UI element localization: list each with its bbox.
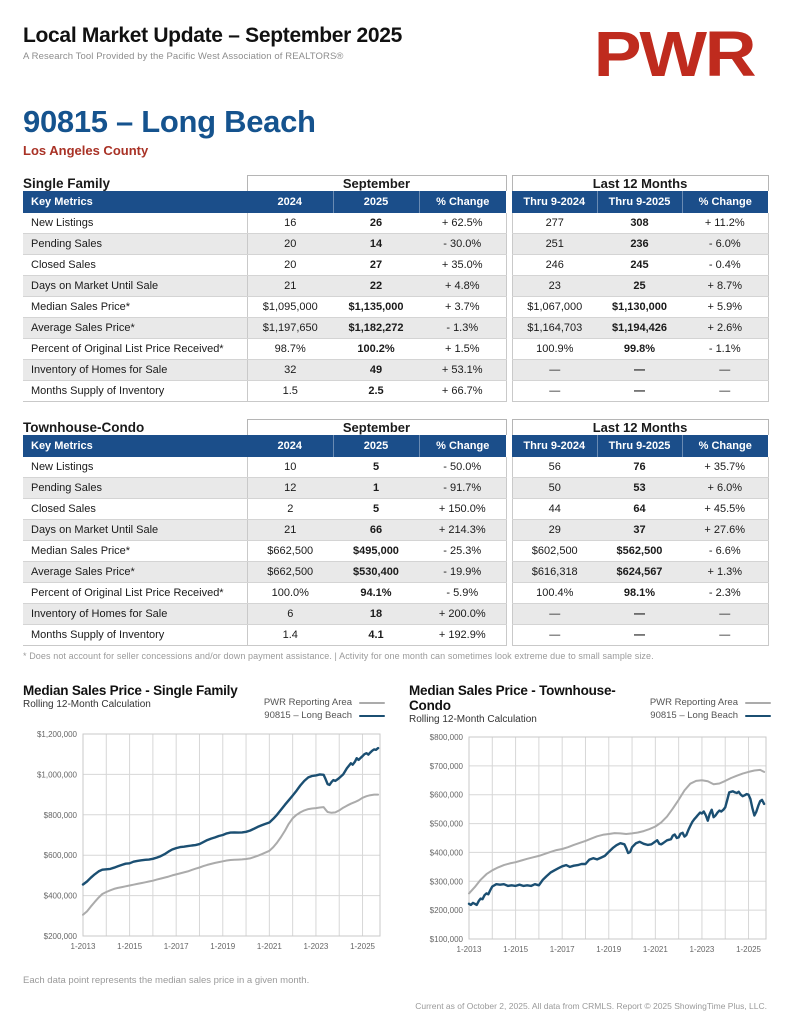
x-tick-label: 1-2025 (736, 945, 761, 955)
metric-value: — (512, 625, 597, 646)
metric-value: $1,164,703 (512, 318, 597, 339)
y-tick-label: $1,000,000 (36, 770, 77, 780)
metric-value: + 45.5% (682, 499, 768, 520)
metrics-table (23, 175, 769, 402)
metric-label: Inventory of Homes for Sale (23, 604, 247, 625)
metric-value: 44 (512, 499, 597, 520)
metric-value: 49 (333, 360, 419, 381)
metric-value: 64 (597, 499, 682, 520)
y-tick-label: $1,200,000 (36, 730, 77, 740)
metric-label: Average Sales Price* (23, 318, 247, 339)
plot-border (83, 734, 380, 936)
metric-value: - 19.9% (419, 562, 506, 583)
metric-value: - 50.0% (419, 457, 506, 478)
metric-value: - 2.3% (682, 583, 768, 604)
legend-label: 90815 – Long Beach (650, 710, 738, 722)
legend-label: PWR Reporting Area (263, 697, 352, 709)
townhouse-condo-table-container (23, 419, 768, 646)
table-row (23, 360, 768, 381)
group-header-september: September (247, 176, 506, 192)
report-header (23, 18, 768, 90)
metric-value: 2 (247, 499, 333, 520)
metric-value: + 27.6% (682, 520, 768, 541)
y-tick-label: $800,000 (43, 811, 77, 821)
metric-value: 25 (597, 276, 682, 297)
metric-value: 29 (512, 520, 597, 541)
table-row (23, 339, 768, 360)
x-tick-label: 1-2017 (163, 942, 189, 952)
x-tick-label: 1-2017 (549, 945, 575, 955)
x-tick-label: 1-2015 (117, 942, 143, 952)
metric-label: New Listings (23, 213, 247, 234)
metric-label: New Listings (23, 457, 247, 478)
table-title: Townhouse-Condo (23, 420, 145, 436)
metric-value: - 6.0% (682, 234, 768, 255)
metric-value: 76 (597, 457, 682, 478)
legend-entry (264, 696, 385, 709)
metric-label: Closed Sales (23, 499, 247, 520)
line-chart-townhouse-condo (409, 729, 771, 961)
y-tick-label: $600,000 (43, 851, 77, 861)
metric-value: + 150.0% (419, 499, 506, 520)
x-tick-label: 1-2021 (256, 942, 282, 952)
table-row (23, 541, 768, 562)
x-tick-label: 1-2013 (456, 945, 482, 955)
chart-subtitle: Rolling 12-Month Calculation (23, 699, 151, 711)
legend-label: PWR Reporting Area (649, 697, 738, 709)
single-family-table-container (23, 175, 768, 402)
y-tick-label: $400,000 (429, 848, 463, 858)
metric-value: + 1.5% (419, 339, 506, 360)
legend-entry (650, 709, 771, 722)
metric-label: Average Sales Price* (23, 562, 247, 583)
table-row (23, 381, 768, 402)
metric-value: 246 (512, 255, 597, 276)
metric-value: + 4.8% (419, 276, 506, 297)
metric-value: $1,182,272 (333, 318, 419, 339)
metric-value: 21 (247, 520, 333, 541)
metric-value: — (682, 604, 768, 625)
metric-value: — (512, 604, 597, 625)
metric-value: 10 (247, 457, 333, 478)
column-header: % Change (682, 435, 768, 457)
group-header-september: September (247, 420, 506, 436)
metric-label: Percent of Original List Price Received* (23, 583, 247, 604)
metric-value: 56 (512, 457, 597, 478)
table-row (23, 520, 768, 541)
legend-line-swatch (745, 715, 771, 717)
metric-value: + 35.7% (682, 457, 768, 478)
table-row (23, 297, 768, 318)
metric-value: 12 (247, 478, 333, 499)
chart-legend (264, 696, 385, 722)
metric-value: - 25.3% (419, 541, 506, 562)
metric-label: Pending Sales (23, 234, 247, 255)
metric-value: 99.8% (597, 339, 682, 360)
metric-value: $1,194,426 (597, 318, 682, 339)
metric-label: Median Sales Price* (23, 541, 247, 562)
metric-value: 27 (333, 255, 419, 276)
x-tick-label: 1-2021 (642, 945, 668, 955)
legend-entry (264, 709, 385, 722)
column-header: 2024 (247, 191, 333, 213)
metric-value: 100.9% (512, 339, 597, 360)
column-header: Thru 9-2025 (597, 435, 682, 457)
metric-value: 14 (333, 234, 419, 255)
metric-value: $1,135,000 (333, 297, 419, 318)
table-row (23, 499, 768, 520)
table-row (23, 583, 768, 604)
charts-section (23, 683, 768, 961)
chart-single-family (23, 683, 385, 961)
metric-value: 1.4 (247, 625, 333, 646)
header-text-block (23, 22, 402, 62)
metric-value: 236 (597, 234, 682, 255)
metric-value: 6 (247, 604, 333, 625)
metric-label: Days on Market Until Sale (23, 520, 247, 541)
column-header: % Change (419, 435, 506, 457)
metric-value: 20 (247, 234, 333, 255)
metric-label: Median Sales Price* (23, 297, 247, 318)
x-tick-label: 1-2013 (70, 942, 96, 952)
y-tick-label: $600,000 (429, 791, 463, 801)
metric-value: 66 (333, 520, 419, 541)
metric-label: Days on Market Until Sale (23, 276, 247, 297)
y-tick-label: $200,000 (429, 906, 463, 916)
y-tick-label: $100,000 (429, 935, 463, 945)
metric-label: Pending Sales (23, 478, 247, 499)
metric-value: $602,500 (512, 541, 597, 562)
metric-label: Inventory of Homes for Sale (23, 360, 247, 381)
metric-value: + 11.2% (682, 213, 768, 234)
column-header: Key Metrics (23, 191, 247, 213)
metric-value: 100.4% (512, 583, 597, 604)
metric-value: — (512, 381, 597, 402)
legend-label: 90815 – Long Beach (264, 710, 352, 722)
metric-value: 251 (512, 234, 597, 255)
metric-value: 308 (597, 213, 682, 234)
metric-value: 32 (247, 360, 333, 381)
pwr-logo: PWR (593, 18, 754, 90)
metric-value: 98.1% (597, 583, 682, 604)
county-label: Los Angeles County (23, 143, 149, 159)
plot-border (469, 737, 766, 939)
column-header: % Change (682, 191, 768, 213)
metric-value: - 1.3% (419, 318, 506, 339)
metric-value: 16 (247, 213, 333, 234)
metric-value: + 5.9% (682, 297, 768, 318)
x-tick-label: 1-2023 (689, 945, 715, 955)
column-header: Key Metrics (23, 435, 247, 457)
legend-line-swatch (359, 715, 385, 717)
series-line-pwr-reporting-area (469, 770, 764, 894)
line-chart-single-family (23, 726, 385, 958)
column-header: % Change (419, 191, 506, 213)
metric-value: 21 (247, 276, 333, 297)
chart-title-block (23, 683, 238, 710)
table-title: Single Family (23, 176, 111, 192)
metric-value: + 214.3% (419, 520, 506, 541)
metric-value: 2.5 (333, 381, 419, 402)
legend-line-swatch (359, 702, 385, 704)
metric-value: — (597, 625, 682, 646)
metric-value: - 1.1% (682, 339, 768, 360)
metric-label: Closed Sales (23, 255, 247, 276)
column-header: Thru 9-2024 (512, 435, 597, 457)
legend-entry (650, 696, 771, 709)
metric-value: 100.2% (333, 339, 419, 360)
table-row (23, 318, 768, 339)
metric-value: - 91.7% (419, 478, 506, 499)
metric-value: 5 (333, 457, 419, 478)
metric-value: + 1.3% (682, 562, 768, 583)
metric-label: Percent of Original List Price Received* (23, 339, 247, 360)
chart-townhouse-condo (409, 683, 771, 961)
x-tick-label: 1-2019 (210, 942, 236, 952)
chart-head (23, 683, 385, 722)
metrics-table (23, 419, 769, 646)
metric-label: Months Supply of Inventory (23, 381, 247, 402)
metric-value: + 62.5% (419, 213, 506, 234)
metric-value: $1,197,650 (247, 318, 333, 339)
group-header-last-12-months: Last 12 Months (512, 420, 768, 436)
metric-value: 94.1% (333, 583, 419, 604)
table-row (23, 255, 768, 276)
metric-value: 26 (333, 213, 419, 234)
metric-value: 1 (333, 478, 419, 499)
metric-value: - 5.9% (419, 583, 506, 604)
metric-value: + 200.0% (419, 604, 506, 625)
area-title: 90815 – Long Beach (23, 104, 316, 140)
metric-value: - 0.4% (682, 255, 768, 276)
page-subtitle: A Research Tool Provided by the Pacific West Association of REALTORS® (23, 51, 344, 62)
metric-value: + 6.0% (682, 478, 768, 499)
metric-value: — (682, 381, 768, 402)
page-title: Local Market Update – September 2025 (23, 24, 403, 47)
group-header-last-12-months: Last 12 Months (512, 176, 768, 192)
metric-value: 100.0% (247, 583, 333, 604)
metric-value: 53 (597, 478, 682, 499)
legend-line-swatch (745, 702, 771, 704)
metric-value: 37 (597, 520, 682, 541)
metric-value: $562,500 (597, 541, 682, 562)
y-tick-label: $300,000 (429, 877, 463, 887)
chart-title: Median Sales Price - Single Family (23, 683, 238, 699)
report-footer: Current as of October 2, 2025. All data from CRMLS. Report © 2025 ShowingTime Plus, LLC. (415, 1001, 767, 1011)
metric-value: $530,400 (333, 562, 419, 583)
column-header: 2025 (333, 435, 419, 457)
metric-value: 245 (597, 255, 682, 276)
x-tick-label: 1-2023 (303, 942, 329, 952)
metric-value: — (597, 381, 682, 402)
metric-value: 1.5 (247, 381, 333, 402)
metric-value: 18 (333, 604, 419, 625)
table-row (23, 478, 768, 499)
metric-value: 4.1 (333, 625, 419, 646)
metric-value: 22 (333, 276, 419, 297)
metric-label: Months Supply of Inventory (23, 625, 247, 646)
metric-value: $624,567 (597, 562, 682, 583)
metric-value: — (682, 360, 768, 381)
metric-value: — (682, 625, 768, 646)
metric-value: 98.7% (247, 339, 333, 360)
metric-value: + 3.7% (419, 297, 506, 318)
metric-value: + 2.6% (682, 318, 768, 339)
column-header: 2025 (333, 191, 419, 213)
metric-value: + 192.9% (419, 625, 506, 646)
column-header: Thru 9-2024 (512, 191, 597, 213)
metric-value: + 8.7% (682, 276, 768, 297)
metric-value: — (597, 604, 682, 625)
metric-value: - 6.6% (682, 541, 768, 562)
table-row (23, 234, 768, 255)
metric-value: + 66.7% (419, 381, 506, 402)
table-row (23, 213, 768, 234)
column-header: Thru 9-2025 (597, 191, 682, 213)
y-tick-label: $500,000 (429, 820, 463, 830)
metric-value: 5 (333, 499, 419, 520)
chart-title: Median Sales Price - Townhouse-Condo (409, 683, 616, 714)
series-line-pwr-reporting-area (83, 795, 378, 915)
y-tick-label: $400,000 (43, 892, 77, 902)
metric-value: $662,500 (247, 562, 333, 583)
metric-value: $1,130,000 (597, 297, 682, 318)
x-tick-label: 1-2019 (596, 945, 622, 955)
metric-value: — (597, 360, 682, 381)
table-row (23, 457, 768, 478)
x-tick-label: 1-2025 (350, 942, 375, 952)
table-row (23, 562, 768, 583)
x-tick-label: 1-2015 (503, 945, 529, 955)
y-tick-label: $800,000 (429, 733, 463, 743)
chart-footnote: Each data point represents the median sales price in a given month. (23, 975, 310, 987)
chart-title-block (409, 683, 650, 725)
metric-value: $616,318 (512, 562, 597, 583)
metric-value: + 35.0% (419, 255, 506, 276)
y-tick-label: $200,000 (43, 932, 77, 942)
table-row (23, 604, 768, 625)
metric-value: $1,095,000 (247, 297, 333, 318)
table-footnote: * Does not account for seller concessions and/or down payment assistance. | Activity for one month can sometimes look extreme due to small sample size. (23, 651, 654, 662)
chart-legend (650, 696, 771, 722)
metric-value: 20 (247, 255, 333, 276)
series-line-90815-long-beach (469, 792, 764, 906)
metric-value: - 30.0% (419, 234, 506, 255)
metric-value: 277 (512, 213, 597, 234)
metric-value: + 53.1% (419, 360, 506, 381)
metric-value: 23 (512, 276, 597, 297)
metric-value: — (512, 360, 597, 381)
metric-value: $1,067,000 (512, 297, 597, 318)
metric-value: $495,000 (333, 541, 419, 562)
column-header: 2024 (247, 435, 333, 457)
table-row (23, 625, 768, 646)
table-row (23, 276, 768, 297)
metric-value: $662,500 (247, 541, 333, 562)
chart-subtitle: Rolling 12-Month Calculation (409, 714, 537, 726)
series-line-90815-long-beach (83, 749, 378, 885)
metric-value: 50 (512, 478, 597, 499)
chart-head (409, 683, 771, 725)
y-tick-label: $700,000 (429, 762, 463, 772)
